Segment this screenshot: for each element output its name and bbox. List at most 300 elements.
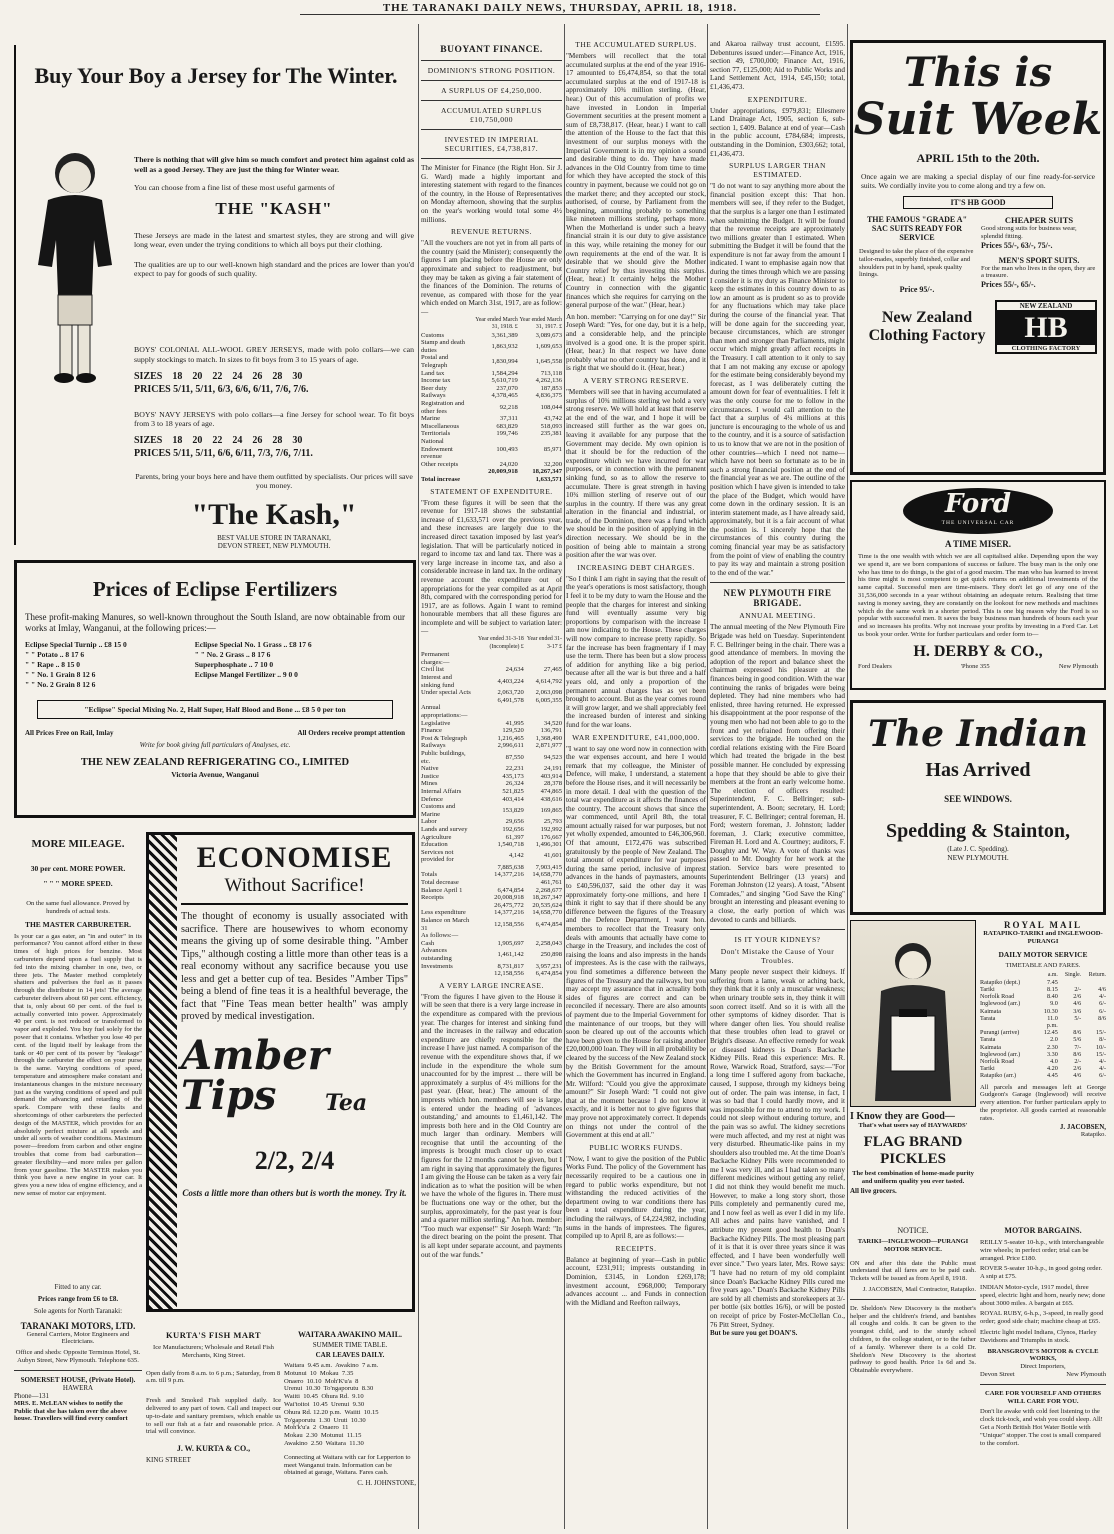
table-cell <box>980 1022 1038 1029</box>
table-row <box>980 1008 1106 1015</box>
table-cell: 2.30 <box>1046 1043 1058 1051</box>
table-row <box>421 796 562 804</box>
table-cell: Lands and survey <box>421 825 468 833</box>
royal-mail-service: DAILY MOTOR SERVICE <box>998 949 1088 959</box>
cheaper-price: Prices 55/-, 63/-, 75/-. <box>981 240 1053 250</box>
eclipse-ad <box>14 560 416 818</box>
royal-mail-sub: TIMETABLE AND FARES. <box>1005 961 1081 969</box>
table-cell: 26,324 <box>505 780 524 788</box>
sport-head: MEN'S SPORT SUITS. <box>998 255 1080 265</box>
war-head: WAR EXPENDITURE, £41,000,000. <box>572 732 700 742</box>
mileage-same: On the same fuel allowance. Proved by hundreds of actual tests. <box>26 900 130 915</box>
grade-a-price: Price 95/-. <box>899 285 935 295</box>
ford-logo-text: Ford <box>944 489 1012 519</box>
col4-p1: and Akaroa railway trust account, £1595. Debentures issued under:—Finance Act, 1916, section 49, £700,000; Finance Act, 1916, section 77, £125,000; Aid to Public Works and Land Settlement Act, 1914, £45,150; total, £1,436,473. <box>710 40 845 91</box>
somerset-body: MRS. E. McLEAN wishes to notify the Public that she has taken over the above house. Travellers will find every comfort <box>14 1399 128 1423</box>
table-cell: 1,905,697 <box>497 939 524 947</box>
table-cell: Customs and Marine <box>421 803 456 818</box>
waitara-footer: Connecting at Waitara with car for Lepperton to meet Wanganui train. Information can be obtained at garage, Waitara. Fares cash. <box>284 1453 411 1477</box>
table-row <box>421 651 562 666</box>
amber-tips-ad <box>146 832 415 1312</box>
table-cell: 403,414 <box>502 795 524 803</box>
table-cell: 6,474,854 <box>535 920 562 928</box>
table-cell: 8/6 <box>1073 1050 1082 1058</box>
table-cell: Labor <box>421 818 437 826</box>
taranaki-motors-sub: General Carriers, Motor Engineers and Electricians. <box>26 1330 130 1346</box>
table-cell: Post & Telegraph <box>421 734 467 742</box>
mileage-prices: Prices range from £6 to £8. <box>37 1294 119 1303</box>
table-row <box>421 339 562 354</box>
grade-a-body: Designed to take the place of the expensive tailor-mades, superbly finished, collar and shoulders put in by hand, speak quality linings. <box>859 248 974 279</box>
kurta-title: KURTA'S FISH MART <box>165 1330 262 1340</box>
table-cell: Year ended 31-3-17 £ <box>526 636 562 650</box>
table-cell: Permanent charges:— <box>421 651 450 666</box>
colonial-jerseys: BOYS' COLONIAL ALL-WOOL GREY JERSEYS, made with polo collars—we can supply stockings to match. In sizes to fit boys from 3 to 15 years of age. <box>134 345 414 364</box>
table-cell: 2/- <box>1074 986 1082 993</box>
eclipse-right-1: Eclipse Special No. 1 Grass .. £8 17 6 <box>194 640 312 649</box>
eclipse-address: Victoria Avenue, Wanganui <box>171 770 259 779</box>
table-cell: 10/- <box>1096 1043 1106 1051</box>
prices-row-1: PRICES 5/11, 5/11, 6/3, 6/6, 6/11, 7/6, 7/6. <box>134 384 309 395</box>
table-cell: 1,584,294 <box>491 369 518 377</box>
bransgrove-company: BRANSGROVE'S MOTOR & CYCLE WORKS, <box>987 1347 1099 1363</box>
table-row <box>421 788 562 796</box>
table-row <box>421 415 562 423</box>
sizes-row-2: SIZES 18 20 22 24 26 28 30 <box>134 435 303 447</box>
table-cell: Mines <box>421 780 438 788</box>
table-cell: Internal Affairs <box>421 787 462 795</box>
table-cell: 4.45 <box>1046 1072 1058 1080</box>
accum-p1: "Members will recollect that the total accumulated surplus at the end of the year 1916-17 amounted to £6,474,854, so that the total accumulated surplus at the end of 1917-18 is approximately 10¾ million sterling. (Hear, hear.) Out of this accumulation of profits we have invested in London in Imperial Government securities at the present moment a sum of £8,738,817. (Hear, hear.) I want to call the attention of the House to the fact that this investment of our surplus moneys with the Imperial Government is in my opinion a sound and desirable thing to do. They have made advances in the Old Country from time to time for which they have accepted the stock of this country in payment, because we could not go on the market there; and they accepted our stock, authorised, of course, by Parliament from the beginning, amounting probably to something like nineteen millions sterling, perhaps more. When the Motherland is under such a heavy financial strain it is our duty to give assistance in this way, while retaining the money for our own requirements at the end of the war. It is desirable that we should give the Mother Country relief by thus investing this surplus. (Hear, hear.) It certainly helps the Mother Country in connection with the gigantic finances which she requires for carrying on the general purpose of the war." (Hear, hear.) <box>566 52 706 310</box>
table-cell: 14,377,216 <box>494 909 524 917</box>
table-row <box>980 1029 1106 1036</box>
table-cell: 4,614,792 <box>535 677 562 685</box>
table-cell: Civil list <box>421 666 444 674</box>
table-cell: 192,992 <box>540 825 562 833</box>
motor-item-5: Electric light model Indians, Clynos, Harley Davidsons and Triumphs in stock. <box>980 1328 1097 1344</box>
table-cell: 24,191 <box>543 765 562 773</box>
table-cell: 192,656 <box>502 825 524 833</box>
ford-body: Time is the one wealth with which we are all capitalised alike. Depending upon the way we spend it, are we born companions of success or failure. The busy man is the only one who has time to do things, is the gist of a good maxim. The man who has learned to invest his time might is most competent to get quick returns on additional investments of the same capital. Successful men are time-misers. They don't let go of any one of the 31,536,000 seconds in a year without obtaining an adequate return. Realising that time saving is money saving, they are constantly on the lookout for new methods and machines which do the same work in a shorter period. This is one big reason why the Ford is so popular with successful men. It saves the busy business man hundreds of hours each year and so increases his profits. Why not increase your profits by investing in a Ford Car. Let us book your order. Write for further particulars and order form to— <box>858 553 1098 638</box>
jersey-intro: There is nothing that will give him so much comfort and protect him against cold as well as a good Jersey. They are just the thing for Winter wear. <box>134 155 414 174</box>
table-cell: Year ended March 31, 1917. £ <box>519 316 562 331</box>
table-cell <box>421 468 474 476</box>
table-cell: 1,540,718 <box>497 841 524 849</box>
table-cell: 1,830,994 <box>491 358 518 366</box>
pickles-ad <box>848 1105 849 1106</box>
bransgrove-importers: Direct Importers, <box>1020 1363 1066 1371</box>
table-cell: 2,871,977 <box>535 742 562 750</box>
kidney-sub: Don't Mistake the Cause of Your Troubles. <box>720 947 835 966</box>
table-cell: 6/- <box>1099 1007 1106 1015</box>
table-row <box>421 697 562 705</box>
table-cell: 6/- <box>1099 1072 1106 1080</box>
table-cell: 20,008,918 <box>494 894 524 902</box>
amber-body: The thought of economy is usually associated with sacrifice. There are housewives to whom economy means the giving up of some desirable thing. "Amber Tips," although costing a little more than other teas is a real economy without any sacrifice because you use less and get a better cup of tea. Besides "Amber Tips" being a blend of fine teas it is a healthful beverage, the fact that "Fine Teas mean better health" was amply proved by medical investigation. <box>181 911 408 1022</box>
table-cell <box>472 932 523 940</box>
table-row <box>421 377 562 385</box>
column-rule <box>847 24 848 1529</box>
somerset-phone: Phone—131 <box>14 1391 49 1400</box>
eclipse-right-2: " " No. 2 Grass .. 8 17 6 <box>194 650 271 659</box>
finance-head-4: ACCUMULATED SURPLUS £10,750,000 <box>441 106 542 124</box>
table-cell: Registration and other fees <box>421 400 465 415</box>
jersey-desc-2: The qualities are up to our well-known high standard and the prices are lower than you'd expect to pay for goods of such quality. <box>134 259 414 279</box>
indian-arrived: Has Arrived <box>925 759 1031 781</box>
mileage-body: Is your car a gas eater, an "in and outer" in its performance? You cannot afford either in these times of high prices for benzine. Most carbureters depend upon a fuel supply that is fed into the mixing chamber in one, two, or three jets. The Master method completely shatters and pulverises the fuel as it passes through the distributor in 14 jets! The average carbureter delivers about 60 per cent. efficiency, that is, only about 60 per cent. of the fuel is actually converted into power. Approximately 40 per cent. is not reduced or transformed to vapor and exploded. You buy fuel solely for the power that it contains. Whether you lose 40 per cent. of the liquid itself by leakage from the tank or 40 per cent of its power by "leakage" through the carbureter the effect on your purse is the same. Varying conditions of speed, temperature and atmosphere make constant and instantaneous changes in the mixture necessary just as the varying conditions of speed and pull demand the advancing and retarding of the spark. Compare with these faults and shortcomings of other carbureters the perfected design of the MASTER, which provides for an absolutely perfect mixture at all speeds and under all sorts of weather conditions. Maximum power—freedom from carbon and other engine troubles that come from bad carburation—greater flexibility—and more miles per gallon from your gasoline. The MASTER makes you think you have a new engine in your car. It gives you a new idea of engine efficiency, and a new sense of motor car enjoyment. <box>14 932 142 1197</box>
table-cell: 2.0 <box>1050 1036 1058 1044</box>
table-cell: a.m. <box>1047 971 1058 978</box>
table-cell: 18,267,347 <box>532 468 562 476</box>
table-cell: Tarata <box>980 1036 996 1044</box>
finance-p4: "From the figures I have given to the House it will be seen that there is a very large increase in the expenditure as compared with the previous year. The charges for interest and sinking fund and the increases in the railway and education expenditure are chiefly responsible for the increase I have just named. A comparison of the revenue with the expenditure shows that, if we include in the expenditure the whole sum unaccounted for by the imprest ... there will be approximately a surplus of 4½ millions for the past year. (Hear, hear.) The amount of the imprests which hon. members will see is large, is entered under the heading of 'advances outstanding,' and amounts to £1,461,142. The imprests both here and in the Old Country are much larger than ordinary. Members will recognise that until the accounting of the imprests is brought much closer up to exact figures for the 12 months cannot be given, but I am right in saying that approximately the figures I am giving the House can be taken as a very fair indication as to what the position will be when we have the whole of the figures in. There must be fluctuations one way or the other, but the surplus, approximately, for the past year is four and a quarter million sterling." An hon. member: "Too much war expense!" Sir Joseph Ward: "In the direct bearing on the point the present. That is all kept under separate account, and payments out of the war funds." <box>421 992 562 1259</box>
table-cell: Education <box>421 841 448 849</box>
large-increase-head: A VERY LARGE INCREASE. <box>439 980 544 990</box>
table-cell: 5/6 <box>1073 1036 1082 1044</box>
accum-p3: "Members will see that in having accumulated a surplus of 10¾ millions sterling we hold a very strong reserve. We will hold at least that reserve at the end of the war, and I hope it will be increased still further as the war goes on, leaving it available for any purpose that the Government may decide. My own opinion is that it should be for the reduction of the expenditure which we have incurred for war purposes, or in connection with the permanent sinking fund, so as to allow the reserve to accumulate. There is great strength in having 10¾ million sterling of reserve out of our surplus in the country. If there was any great alteration in the financial and industrial, or trade, of the Dominion, there was a fund which we should be in the position of applying in the direction necessary. We should be in the position of being able to maintain a strong position after the war was over. <box>566 387 706 560</box>
table-row <box>421 849 562 864</box>
fire-brigade-sub: ANNUAL MEETING. <box>739 611 816 621</box>
table-cell: 2,996,611 <box>497 742 524 750</box>
timetable-row: Awakino 2.50 Waitara 11.30 <box>284 1439 364 1447</box>
bransgrove-town: New Plymouth <box>1066 1370 1106 1378</box>
col4-larger-head: SURPLUS LARGER THAN ESTIMATED. <box>729 161 826 180</box>
taranaki-motors: TARANAKI MOTORS, LTD. <box>20 1320 136 1331</box>
table-cell: 8/- <box>1099 1036 1106 1044</box>
table-cell: 100,493 <box>496 445 518 453</box>
table-cell: 8.40 <box>1046 993 1058 1001</box>
kurta-ad <box>146 1330 281 1530</box>
table-row <box>421 332 562 340</box>
eclipse-left-5: " " No. 2 Grain 8 12 6 <box>25 680 96 689</box>
table-cell: Railways <box>421 742 446 750</box>
table-cell: 61,397 <box>505 833 524 841</box>
table-row <box>421 970 562 978</box>
table-cell <box>472 879 523 887</box>
table-row <box>421 917 562 932</box>
jersey-desc-1: These Jerseys are made in the latest and smartest styles, they are strong and will give long wear, even under the trying conditions to which all boys put their clothing. <box>134 230 414 250</box>
table-cell: 7,903,415 <box>535 863 562 871</box>
table-cell: Territorials <box>421 430 451 438</box>
table-cell: 27,465 <box>543 666 562 674</box>
mileage-master: THE MASTER CARBURETER. <box>24 919 132 929</box>
eclipse-left-2: " " Potato .. 8 17 6 <box>25 650 85 659</box>
table-cell: 5,610,719 <box>491 377 518 385</box>
boy-illustration <box>20 145 130 385</box>
table-cell: 4,378,465 <box>491 392 518 400</box>
notice-sub: TARIKI—INGLEWOOD—PURANGI MOTOR SERVICE. <box>857 1238 969 1253</box>
table-cell: 41,995 <box>505 719 524 727</box>
bransgrove-street: Devon Street <box>980 1370 1015 1378</box>
table-row <box>421 902 562 910</box>
table-cell <box>421 317 474 332</box>
accum-p5: "I want to say one word now in connection with the war expenses account, and here I would remark that my colleague, the Minister of Defence, will make, I understand, a statement before the House rises, and it will necessarily be in more detail. I deal with the question of the total war expenditure as it affects the finances of the country. The account shows that since the war commenced, until April 8th, the total amount actually raised for war purposes, but not yet wholly expended, amounted to £46,306,960. Of that amount, £172,476 was subscribed gratuitously by the people of New Zealand. The total amount of expenditure for war purposes during the same period, inclusive of imprest advances in the hands of paymasters, amounts to £40,596,037, said the other day it was approximately forty-one millions, and here I think it right to say that if there should be any difference between the figures of the Treasury and the Defence Department, I want hon. members to recollect that the Treasury only deals with amounts that actually have come to charge in the Treasury, and includes the cost of raising the loans and also imprests in the hands of imprestees. As is the case with the railways, you find sometimes a difference between the figures of the Treasury and the railways, but you may accept my assurance that in actuality both sides of figures are correct and can be reconciled if necessary. There are also amounts of payment due to the Imperial Government for the maintenance of our troops, but they will soon be cleared up out of the accounts which have been given to the House for raising another £20,000,000 loan. They will in all probability be cleared by the success of the New Zealand stock by the British Government for the amount which the Government has incurred in England. Mr. Wilford: "Could you give the approximate amount?" Sir Joseph Ward: "I could not give that at the moment because I do not know it exactly, and it is better not to give figures that may prove not approximately correct. It depends on things not under the control of the Government at this end at all." <box>566 744 706 1140</box>
waitara-mail <box>284 1330 416 1530</box>
table-cell <box>474 476 518 484</box>
table-cell: 3/6 <box>1073 1007 1082 1015</box>
table-cell: 136,791 <box>540 727 562 735</box>
table-cell: 6,474,854 <box>497 886 524 894</box>
parents-note: Parents, bring your boys here and have them outfitted by specialists. Our prices will save you money. <box>135 472 413 490</box>
table-cell: 8,731,817 <box>497 962 524 970</box>
table-row <box>421 354 562 369</box>
prices-row-2: PRICES 5/11, 5/11, 6/6, 6/11, 7/3, 7/6, 7/11. <box>134 448 313 460</box>
eclipse-right-4: Eclipse Mangel Fertilizer .. 9 0 0 <box>194 670 298 679</box>
table-cell: 474,865 <box>540 787 562 795</box>
masthead: THE TARANAKI DAILY NEWS, THURSDAY, APRIL 18, 1918. <box>300 2 820 15</box>
pickles-headline: I Know they are Good— <box>850 1111 955 1122</box>
mileage-headline: MORE MILEAGE. <box>31 838 125 850</box>
table-cell: 94,523 <box>543 753 562 761</box>
table-cell: 153,829 <box>502 806 524 814</box>
table-cell: Receipts <box>421 894 444 902</box>
table-row <box>421 400 562 415</box>
table-cell: 28,378 <box>543 780 562 788</box>
notice-body: ON and after this date the Public must understand that all fares are to be paid cash. Tickets will be issued as from April 8, 1918. <box>850 1259 976 1283</box>
table-cell: Year ended March 31, 1918. £ <box>475 316 518 331</box>
table-cell: 15/- <box>1096 1029 1106 1037</box>
table-cell: 713,118 <box>540 369 562 377</box>
table-row <box>421 704 562 719</box>
ford-phone: 'Phone 355 <box>960 662 990 670</box>
table-cell: Kaimata <box>980 1043 1001 1051</box>
table-cell <box>421 864 472 872</box>
table-row <box>421 947 562 962</box>
eclipse-orders: All Orders receive prompt attention <box>297 729 405 737</box>
table-cell: 4/6 <box>1073 1072 1082 1080</box>
expenditure-table <box>421 636 562 978</box>
royal-mail <box>980 920 1106 1220</box>
table-cell: 6,491,578 <box>497 696 524 704</box>
table-cell: Agriculture <box>421 833 452 841</box>
table-cell <box>472 704 523 719</box>
timetable-row: To'gaporutu 1.30 Uruti 10.30 <box>284 1416 366 1424</box>
table-cell: 4/6 <box>1073 1000 1082 1008</box>
pickles-body: The best combination of home-made purity and uniform quality you ever tasted. <box>852 1169 974 1185</box>
ford-company: H. DERBY & CO., <box>913 642 1043 660</box>
table-row <box>421 894 562 902</box>
table-cell: 521,825 <box>502 787 524 795</box>
pickles-line: That's what users say of HAYWARDS' <box>858 1122 968 1129</box>
table-row <box>980 993 1106 1000</box>
suit-dates: APRIL 15th to the 20th. <box>916 151 1040 165</box>
table-cell: 4,403,224 <box>497 677 524 685</box>
table-cell: 4,142 <box>508 852 524 860</box>
table-row <box>980 1051 1106 1058</box>
suit-week-ad <box>850 40 1106 475</box>
table-row <box>421 765 562 773</box>
table-header-row <box>421 317 562 332</box>
table-row <box>421 392 562 400</box>
eclipse-intro: These profit-making Manures, so well-known throughout the South Island, are now obtainable from our works at Imlay, Wanganui, at the following prices:— <box>25 612 405 633</box>
table-row <box>421 750 562 765</box>
table-row <box>980 1058 1106 1065</box>
debt-head: INCREASING DEBT CHARGES. <box>577 562 695 572</box>
table-cell: Total increase <box>421 475 461 483</box>
table-cell: 199,746 <box>496 430 518 438</box>
timetable-row: Onaero 10.10 Moh'K'u'a 8 <box>284 1377 359 1385</box>
ford-head: A TIME MISER. <box>944 539 1012 549</box>
table-cell: 12.45 <box>1043 1029 1058 1037</box>
table-cell: 1,645,558 <box>535 358 562 366</box>
finance-head-2: DOMINION'S STRONG POSITION. <box>427 66 556 75</box>
table-cell: 1,461,142 <box>497 951 524 959</box>
col4-exp-head: EXPENDITURE. <box>747 94 808 104</box>
ford-logo-tag: THE UNIVERSAL CAR <box>941 520 1015 526</box>
waitara-sub2: CAR LEAVES DAILY. <box>315 1351 385 1359</box>
table-row <box>421 940 562 948</box>
finance-p1: The Minister for Finance (the Right Hon. Sir J. G. Ward) made a highly important and interesting statement with regard to the finances of the country, in the House of Representatives on Monday afternoon, showing that the surplus on the year's working would total some 4½ millions. <box>421 164 562 224</box>
table-row <box>421 963 562 971</box>
table-cell: Annual appropriations:— <box>421 704 468 719</box>
table-cell: 24,634 <box>505 666 524 674</box>
table-row <box>421 826 562 834</box>
table-row <box>421 720 562 728</box>
indian-town: NEW PLYMOUTH. <box>947 853 1009 862</box>
pickles-block <box>850 920 976 1220</box>
table-cell: Under special Acts <box>421 689 471 697</box>
eclipse-company: THE NEW ZEALAND REFRIGERATING CO., LIMITED <box>80 757 350 768</box>
table-cell: 2/6 <box>1073 993 1082 1001</box>
table-cell: 2,258,043 <box>535 939 562 947</box>
table-row <box>421 871 562 879</box>
table-cell: Investments <box>421 962 453 970</box>
table-row <box>421 438 562 461</box>
table-cell: Balance April 1 <box>421 886 463 894</box>
table-cell <box>421 697 472 705</box>
finance-head-5: INVESTED IN IMPERIAL SECURITIES, £4,738,817. <box>444 135 539 153</box>
royal-mail-route: RATAPIKO-TARIKI and INGLEWOOD-PURANGI <box>983 930 1103 945</box>
table-cell: 8/6 <box>1073 1029 1082 1037</box>
care-body: Don't lie awake with cold feet listening to the clock tick-tock, and wish you could sleep. All! Get a North British Hot Water Bottle with "Unique" stopper. The cost is small compared to the comfort. <box>980 1408 1103 1447</box>
table-cell: 435,173 <box>502 772 524 780</box>
somerset-town: HAWERA <box>62 1383 94 1392</box>
table-cell: 683,829 <box>496 422 518 430</box>
table-cell: National Endowment revenue <box>421 438 453 461</box>
table-cell: Advances outstanding <box>421 947 452 962</box>
table-cell: Norfolk Road <box>980 993 1015 1001</box>
nz-company-2: Clothing Factory <box>868 327 986 345</box>
table-cell: 518,093 <box>540 422 562 430</box>
sport-price: Prices 55/-, 65/-. <box>981 280 1036 290</box>
indian-see: SEE WINDOWS. <box>944 794 1012 804</box>
table-cell: 92,218 <box>499 403 518 411</box>
table-row <box>421 773 562 781</box>
suit-body: Once again we are making a special display of our fine ready-for-service suits. We cordially invite you to come along and try a few on. <box>861 172 1095 190</box>
table-cell: 187,853 <box>540 384 562 392</box>
table-header-row <box>421 636 562 651</box>
amber-brand: Amber Tips <box>181 1031 329 1119</box>
motor-bargains <box>980 1226 1106 1526</box>
table-row <box>421 932 562 940</box>
royal-mail-sign-2: Ratapiko. <box>1080 1130 1106 1138</box>
timetable-row: Motunui 10 Mokau 7.35 <box>284 1369 354 1377</box>
kash-brand: THE "KASH" <box>215 198 333 218</box>
sheldon-body: Dr. Sheldon's New Discovery is the mother's helper and the children's friend, and banishes all coughs and colds. It can be given to the youngest child, and to the sturdy school children, to the college student, or to the father of a family. Wherever there is a cold Dr. Sheldon's New Discovery is the shortest pathway to good health. Price 1s 6d and 3s. Obtainable everywhere. <box>850 1304 976 1375</box>
ford-ad <box>850 480 1106 690</box>
table-row <box>980 986 1106 993</box>
notice-block <box>850 1226 976 1526</box>
sport-body: For the man who lives in the open, they are a treasure. <box>981 264 1096 280</box>
table-cell: Ratapiko (dept.) <box>980 978 1021 986</box>
table-cell: 14,658,770 <box>532 871 562 879</box>
suit-badge: IT'S HB GOOD <box>903 196 1053 209</box>
table-cell: 41,601 <box>543 852 562 860</box>
accum-p6: "Now, I want to give the position of the Public Works Fund. The policy of the Government has necessarily required to be a cautious one in regard to public works expenditure, but not withstanding the reduced activities of the department owing to war conditions there has been a total expenditure during the year, including the railways, of £4,224,982, including sums in the hands of imprestees. The figures, compiled up to April 8, are as follows:— <box>566 1154 706 1241</box>
table-cell: Justice <box>421 772 439 780</box>
table-cell: 7.45 <box>1046 978 1058 986</box>
table-cell: Tariki <box>980 1065 995 1073</box>
table-cell: Income tax <box>421 377 451 385</box>
table-row <box>421 780 562 788</box>
table-row <box>980 979 1106 986</box>
pickles-illustration <box>850 920 976 1107</box>
table-cell: 9.0 <box>1050 1000 1058 1008</box>
table-cell: 24,020 <box>499 460 518 468</box>
table-row <box>421 468 562 476</box>
table-cell: 4/- <box>1099 993 1106 1001</box>
table-cell: 1,609,653 <box>535 343 562 351</box>
col4 <box>710 40 845 1530</box>
table-cell: 461,761 <box>540 879 562 887</box>
indian-ad <box>850 700 1106 915</box>
eclipse-write: Write for book giving full particulars of Analyses, etc. <box>139 741 291 749</box>
kidney-end: But be sure you get DOAN'S. <box>710 1329 798 1338</box>
taranaki-motors-office: Office and sheds: Opposite Terminus Hotel, St. Aubyn Street, New Plymouth. Telephone 635. <box>15 1349 141 1364</box>
table-cell: 4,836,375 <box>535 392 562 400</box>
revenue-table <box>421 317 562 484</box>
table-cell: Ratapiko (arr.) <box>980 1072 1017 1080</box>
amber-tea: Tea <box>325 1089 368 1116</box>
pickles-brand: FLAG BRAND PICKLES <box>863 1133 963 1167</box>
finance-p3: "From these figures it will be seen that the revenue for 1917-18 shows the substantial increase of £1,633,571 over the previous year, and these increases are largely due to the increased direct taxation imposed by last year's legislation. That will be particularly noticed in regard to income tax and land tax. There was a very large increase in income tax, and also a considerable increase in land tax. In the ordinary revenue account the expenditure out of appropriations for the year compiled as at April 8th, compared with the corresponding period for 1917, are as follows. Again I want to remind honourable members that all these figures are incomplete and will be subject to variation later:— <box>421 498 562 636</box>
motor-item-3: INDIAN Motor-cycle, 1917 model, three speed, electric light and horn, nearly new; done about 3000 miles. A bargain at £65. <box>980 1283 1106 1307</box>
table-cell: Return. <box>1088 971 1106 978</box>
accum-column <box>566 40 706 1530</box>
table-cell <box>472 651 523 666</box>
table-cell: Marine <box>421 415 441 423</box>
waitara-title: WAITARA AWAKINO MAIL. <box>297 1330 403 1339</box>
table-cell: Interest and sinking fund <box>421 674 455 689</box>
kurta-hours: Open daily from 8 a.m. to 6 p.m.; Saturday, from 8 a.m. till 9 p.m. <box>146 1369 281 1385</box>
accum-p2: An hon. member: "Carrying on for one day!" Sir Joseph Ward: "Yes, for one day, but it is a help, and a considerable help, and the principle involved is a good one. It is the proper spirit. (Hear, hear.) In that respect we have done probably what no other country has done, and it is right that we should do it. (Hear, hear.) <box>566 312 706 373</box>
royal-mail-note: All parcels and messages left at George Gudgeon's Garage (Inglewood) will receive every attention. For further particulars apply to the proprietor. All goods carried at reasonable rates. <box>980 1083 1106 1122</box>
hb-logo-top: NEW ZEALAND <box>997 302 1095 311</box>
column-rule <box>418 24 419 1529</box>
table-row <box>421 727 562 735</box>
kurta-body: Fresh and Smoked Fish supplied daily. Ice delivered to any part of town. Call and inspect our up-to-date and sanitary premises, which enable us to sell our fish at a fair and reasonable price. A trial will convince. <box>146 1397 281 1436</box>
sizes-row-1: SIZES 18 20 22 24 26 28 30 <box>134 371 303 382</box>
table-cell: 4/- <box>1099 1065 1106 1073</box>
revenue-head: REVENUE RETURNS. <box>451 227 532 237</box>
table-cell: Less expenditure <box>421 909 466 917</box>
expenditure-head: STATEMENT OF EXPENDITURE. <box>430 486 553 496</box>
economise-headline: ECONOMISE <box>196 841 393 874</box>
table-cell: 5/- <box>1074 1014 1082 1022</box>
table-cell <box>421 902 472 910</box>
table-cell: Kaimata <box>980 1007 1001 1015</box>
table-cell: 403,914 <box>540 772 562 780</box>
economise-sub: Without Sacrifice! <box>224 875 365 896</box>
table-row <box>980 1036 1106 1043</box>
table-cell: Single. <box>1064 971 1082 978</box>
eclipse-mixing: "Eclipse" Special Mixing No. 2, Half Super, Half Blood and Bone ... £8 5 0 per ton <box>37 700 393 719</box>
table-cell <box>1058 1022 1081 1029</box>
table-cell <box>1058 979 1081 986</box>
mileage-fitted: Fitted to any car. <box>54 1282 102 1291</box>
motor-bargains-head: MOTOR BARGAINS. <box>1004 1226 1082 1235</box>
table-header-row <box>980 972 1106 979</box>
